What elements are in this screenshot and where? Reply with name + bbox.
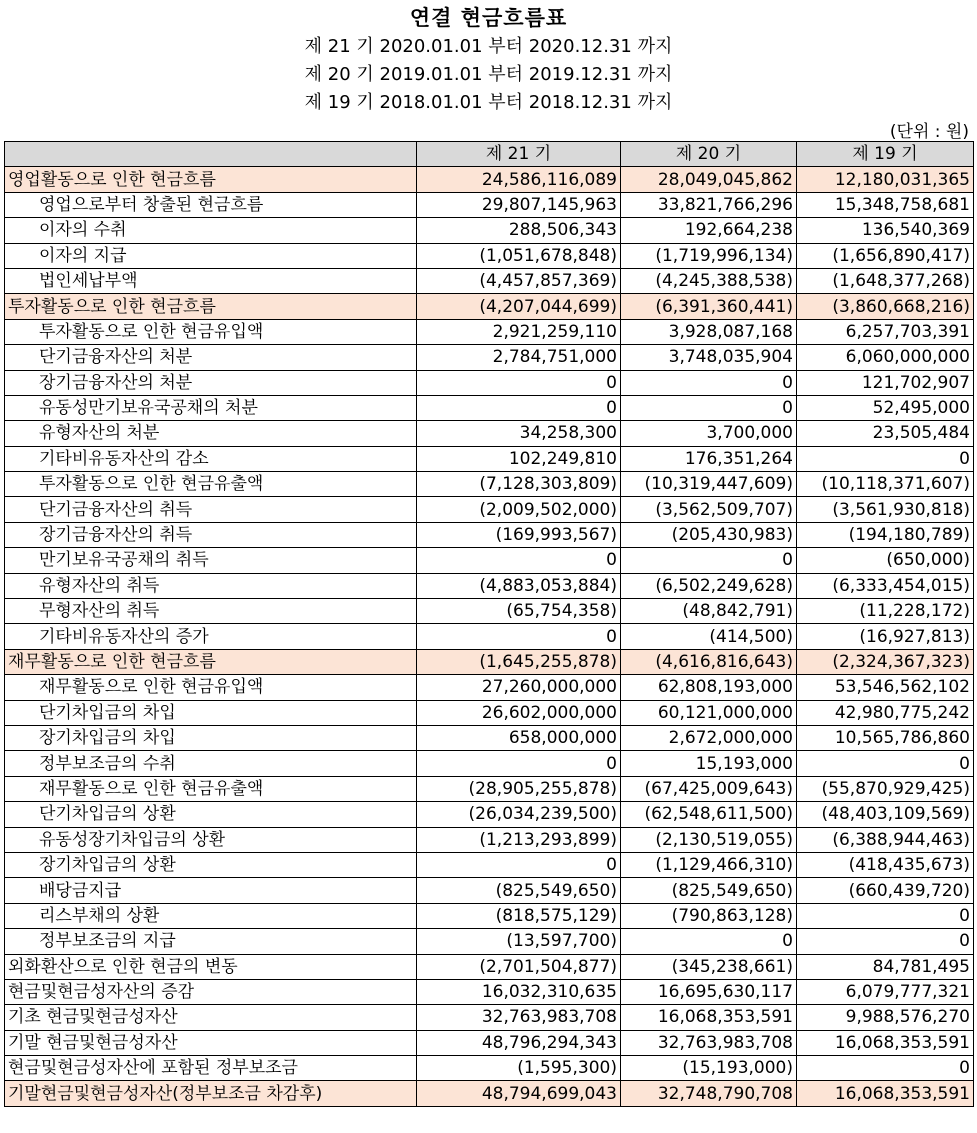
- row-value: (15,193,000): [621, 1056, 797, 1081]
- row-value: 6,079,777,321: [797, 979, 974, 1004]
- row-label: 기타비유동자산의 증가: [5, 624, 417, 649]
- row-value: 60,121,000,000: [621, 700, 797, 725]
- row-label: 기초 현금및현금성자산: [5, 1005, 417, 1030]
- table-row: [5, 497, 974, 522]
- row-value: 32,763,983,708: [621, 1030, 797, 1055]
- row-label: 법인세납부액: [5, 268, 417, 293]
- row-label: 단기차입금의 상환: [5, 802, 417, 827]
- row-label: 현금및현금성자산의 증감: [5, 979, 417, 1004]
- row-value: (4,207,044,699): [417, 294, 621, 319]
- row-value: 3,700,000: [621, 421, 797, 446]
- row-value: 15,348,758,681: [797, 192, 974, 217]
- row-label: 투자활동으로 인한 현금흐름: [5, 294, 417, 319]
- row-value: (55,870,929,425): [797, 776, 974, 801]
- table-row: [5, 599, 974, 624]
- table-row: [5, 751, 974, 776]
- table-row: [5, 395, 974, 420]
- row-value: (16,927,813): [797, 624, 974, 649]
- row-value: 6,060,000,000: [797, 345, 974, 370]
- row-value: 12,180,031,365: [797, 167, 974, 192]
- row-value: (825,549,650): [621, 878, 797, 903]
- row-label: 영업으로부터 창출된 현금흐름: [5, 192, 417, 217]
- row-value: (48,842,791): [621, 599, 797, 624]
- row-value: (26,034,239,500): [417, 802, 621, 827]
- table-row: [5, 218, 974, 243]
- table-row: [5, 345, 974, 370]
- row-value: 0: [417, 751, 621, 776]
- row-value: 33,821,766,296: [621, 192, 797, 217]
- table-header-row: [5, 142, 974, 167]
- row-value: 16,068,353,591: [797, 1081, 974, 1106]
- row-value: 0: [621, 548, 797, 573]
- row-value: 0: [797, 1056, 974, 1081]
- row-value: 52,495,000: [797, 395, 974, 420]
- row-label: 장기금융자산의 취득: [5, 522, 417, 547]
- row-value: (4,616,816,643): [621, 649, 797, 674]
- row-value: (1,595,300): [417, 1056, 621, 1081]
- row-value: (4,457,857,369): [417, 268, 621, 293]
- row-label: 단기금융자산의 취득: [5, 497, 417, 522]
- row-label: 리스부채의 상환: [5, 903, 417, 928]
- row-value: 16,032,310,635: [417, 979, 621, 1004]
- table-row: [5, 294, 974, 319]
- row-value: 16,695,630,117: [621, 979, 797, 1004]
- unit-label: (단위 : 원): [889, 122, 969, 142]
- table-row: [5, 852, 974, 877]
- row-value: 121,702,907: [797, 370, 974, 395]
- row-value: 24,586,116,089: [417, 167, 621, 192]
- row-value: (205,430,983): [621, 522, 797, 547]
- row-value: (6,502,249,628): [621, 573, 797, 598]
- row-value: 16,068,353,591: [621, 1005, 797, 1030]
- table-row: [5, 878, 974, 903]
- table-row: [5, 700, 974, 725]
- header-period-21: 제 21 기: [417, 142, 621, 167]
- row-value: 3,928,087,168: [621, 319, 797, 344]
- table-row: [5, 649, 974, 674]
- table-row: [5, 929, 974, 954]
- row-value: 0: [797, 929, 974, 954]
- row-value: 0: [621, 370, 797, 395]
- table-row: [5, 1030, 974, 1055]
- row-value: 26,602,000,000: [417, 700, 621, 725]
- row-value: (1,656,890,417): [797, 243, 974, 268]
- table-row: [5, 472, 974, 497]
- row-value: 16,068,353,591: [797, 1030, 974, 1055]
- row-value: (818,575,129): [417, 903, 621, 928]
- row-value: (4,883,053,884): [417, 573, 621, 598]
- row-value: 42,980,775,242: [797, 700, 974, 725]
- row-label: 기타비유동자산의 감소: [5, 446, 417, 471]
- table-row: [5, 167, 974, 192]
- row-value: 176,351,264: [621, 446, 797, 471]
- table-row: [5, 573, 974, 598]
- row-value: 192,664,238: [621, 218, 797, 243]
- table-row: [5, 421, 974, 446]
- row-value: 0: [417, 624, 621, 649]
- period-line-21: 제 21 기 2020.01.01 부터 2020.12.31 까지: [304, 36, 673, 57]
- row-label: 영업활동으로 인한 현금흐름: [5, 167, 417, 192]
- row-value: (418,435,673): [797, 852, 974, 877]
- row-value: 15,193,000: [621, 751, 797, 776]
- table-row: [5, 675, 974, 700]
- row-value: (194,180,789): [797, 522, 974, 547]
- row-value: 0: [417, 548, 621, 573]
- row-value: (11,228,172): [797, 599, 974, 624]
- row-value: 0: [417, 370, 621, 395]
- row-value: (790,863,128): [621, 903, 797, 928]
- row-value: (62,548,611,500): [621, 802, 797, 827]
- row-value: (825,549,650): [417, 878, 621, 903]
- row-label: 기말현금및현금성자산(정부보조금 차감후): [5, 1081, 417, 1106]
- row-value: (1,129,466,310): [621, 852, 797, 877]
- row-value: 0: [417, 395, 621, 420]
- row-value: 62,808,193,000: [621, 675, 797, 700]
- table-row: [5, 243, 974, 268]
- row-value: 9,988,576,270: [797, 1005, 974, 1030]
- table-row: [5, 776, 974, 801]
- row-value: (3,561,930,818): [797, 497, 974, 522]
- row-value: 6,257,703,391: [797, 319, 974, 344]
- table-row: [5, 268, 974, 293]
- table-row: [5, 1005, 974, 1030]
- table-row: [5, 1056, 974, 1081]
- row-value: (13,597,700): [417, 929, 621, 954]
- period-line-19: 제 19 기 2018.01.01 부터 2018.12.31 까지: [304, 92, 673, 113]
- header-period-19: 제 19 기: [797, 142, 974, 167]
- row-value: (660,439,720): [797, 878, 974, 903]
- row-label: 재무활동으로 인한 현금유출액: [5, 776, 417, 801]
- row-label: 유동성만기보유국공채의 처분: [5, 395, 417, 420]
- row-value: (65,754,358): [417, 599, 621, 624]
- row-value: 288,506,343: [417, 218, 621, 243]
- row-value: 10,565,786,860: [797, 725, 974, 750]
- row-value: 48,794,699,043: [417, 1081, 621, 1106]
- row-label: 기말 현금및현금성자산: [5, 1030, 417, 1055]
- row-label: 정부보조금의 수취: [5, 751, 417, 776]
- row-value: (1,719,996,134): [621, 243, 797, 268]
- table-row: [5, 802, 974, 827]
- row-label: 장기금융자산의 처분: [5, 370, 417, 395]
- row-value: (6,391,360,441): [621, 294, 797, 319]
- table-row: [5, 725, 974, 750]
- row-value: 0: [417, 852, 621, 877]
- row-label: 투자활동으로 인한 현금유출액: [5, 472, 417, 497]
- row-value: 32,748,790,708: [621, 1081, 797, 1106]
- header-label-cell: [5, 142, 417, 167]
- row-value: 2,672,000,000: [621, 725, 797, 750]
- row-label: 단기차입금의 차입: [5, 700, 417, 725]
- table-row: [5, 370, 974, 395]
- row-value: (6,333,454,015): [797, 573, 974, 598]
- row-label: 투자활동으로 인한 현금유입액: [5, 319, 417, 344]
- period-line-20: 제 20 기 2019.01.01 부터 2019.12.31 까지: [304, 64, 673, 85]
- row-value: (48,403,109,569): [797, 802, 974, 827]
- row-label: 현금및현금성자산에 포함된 정부보조금: [5, 1056, 417, 1081]
- row-value: 0: [621, 929, 797, 954]
- table-row: [5, 446, 974, 471]
- row-value: 27,260,000,000: [417, 675, 621, 700]
- row-value: (2,701,504,877): [417, 954, 621, 979]
- row-value: (3,562,509,707): [621, 497, 797, 522]
- table-row: [5, 548, 974, 573]
- row-value: 0: [797, 751, 974, 776]
- row-value: (67,425,009,643): [621, 776, 797, 801]
- row-label: 재무활동으로 인한 현금유입액: [5, 675, 417, 700]
- table-row: [5, 903, 974, 928]
- row-value: 53,546,562,102: [797, 675, 974, 700]
- table-row: [5, 522, 974, 547]
- row-label: 유동성장기차입금의 상환: [5, 827, 417, 852]
- row-value: (650,000): [797, 548, 974, 573]
- row-label: 이자의 지급: [5, 243, 417, 268]
- row-value: (2,130,519,055): [621, 827, 797, 852]
- row-label: 장기차입금의 상환: [5, 852, 417, 877]
- row-label: 재무활동으로 인한 현금흐름: [5, 649, 417, 674]
- row-value: (345,238,661): [621, 954, 797, 979]
- row-value: 28,049,045,862: [621, 167, 797, 192]
- row-value: (1,213,293,899): [417, 827, 621, 852]
- row-value: (1,648,377,268): [797, 268, 974, 293]
- table-row: [5, 979, 974, 1004]
- row-value: (28,905,255,878): [417, 776, 621, 801]
- row-label: 배당금지급: [5, 878, 417, 903]
- row-value: (169,993,567): [417, 522, 621, 547]
- row-label: 유형자산의 취득: [5, 573, 417, 598]
- row-value: (2,009,502,000): [417, 497, 621, 522]
- table-row: [5, 192, 974, 217]
- row-value: 0: [797, 903, 974, 928]
- table-row: [5, 1081, 974, 1106]
- row-label: 이자의 수취: [5, 218, 417, 243]
- row-value: 136,540,369: [797, 218, 974, 243]
- row-value: 48,796,294,343: [417, 1030, 621, 1055]
- row-value: 23,505,484: [797, 421, 974, 446]
- row-value: (1,051,678,848): [417, 243, 621, 268]
- row-value: (1,645,255,878): [417, 649, 621, 674]
- table-row: [5, 319, 974, 344]
- row-value: 102,249,810: [417, 446, 621, 471]
- row-value: (2,324,367,323): [797, 649, 974, 674]
- statement-title: 연결 현금흐름표: [409, 6, 568, 30]
- row-label: 만기보유국공채의 취득: [5, 548, 417, 573]
- cash-flow-table: [4, 141, 974, 1107]
- row-value: 658,000,000: [417, 725, 621, 750]
- table-row: [5, 954, 974, 979]
- row-label: 정부보조금의 지급: [5, 929, 417, 954]
- header-period-20: 제 20 기: [621, 142, 797, 167]
- row-value: (6,388,944,463): [797, 827, 974, 852]
- row-value: 0: [797, 446, 974, 471]
- row-label: 외화환산으로 인한 현금의 변동: [5, 954, 417, 979]
- row-value: 32,763,983,708: [417, 1005, 621, 1030]
- row-value: 84,781,495: [797, 954, 974, 979]
- row-value: 29,807,145,963: [417, 192, 621, 217]
- row-label: 단기금융자산의 처분: [5, 345, 417, 370]
- row-value: 34,258,300: [417, 421, 621, 446]
- row-value: 3,748,035,904: [621, 345, 797, 370]
- table-row: [5, 827, 974, 852]
- table-row: [5, 624, 974, 649]
- row-value: (414,500): [621, 624, 797, 649]
- row-value: (10,118,371,607): [797, 472, 974, 497]
- row-value: (7,128,303,809): [417, 472, 621, 497]
- row-label: 장기차입금의 차입: [5, 725, 417, 750]
- row-value: (3,860,668,216): [797, 294, 974, 319]
- row-value: (10,319,447,609): [621, 472, 797, 497]
- row-value: 2,784,751,000: [417, 345, 621, 370]
- row-value: 2,921,259,110: [417, 319, 621, 344]
- row-value: (4,245,388,538): [621, 268, 797, 293]
- row-value: 0: [621, 395, 797, 420]
- row-label: 유형자산의 처분: [5, 421, 417, 446]
- row-label: 무형자산의 취득: [5, 599, 417, 624]
